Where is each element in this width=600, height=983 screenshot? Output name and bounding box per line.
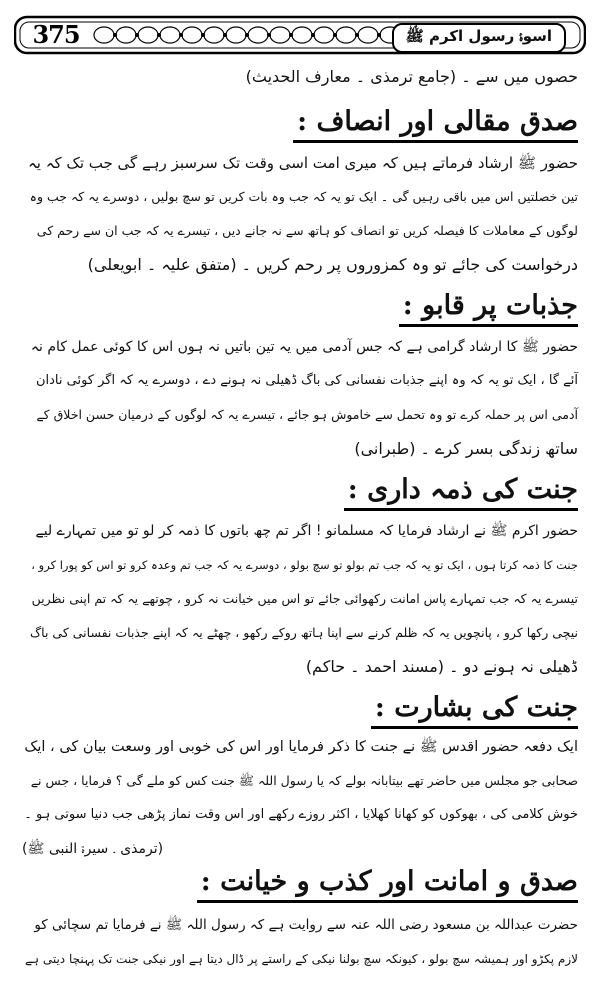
text-line: صحابی جو مجلس میں حاضر تھے بیتابانہ بولے کہ یا رسول اللہ ﷺ جنت کس کو ملے گی ؟ فرمایا ، جس نے [30,773,578,788]
text-line: ایک دفعہ حضور اقدس ﷺ نے جنت کا ذکر فرمایا اور اس کی خوبی اور وسعت بیان کی ، ایک [24,739,578,755]
text-line: حصوں میں سے ۔ (جامع ترمذی ۔ معارف الحدیث) [245,67,578,86]
text-line: تین خصلتیں اس میں باقی رہیں گی ۔ ایک تو یہ کہ جب وہ بات کریں تو سچ بولیں ، دوسرے یہ کہ جب وہ [29,189,578,204]
section-heading-zimmedari: جنت کی ذمہ داری : [344,472,578,511]
intro-text [22,60,578,94]
section-heading-basharat: جنت کی بشارت : [371,690,578,729]
section-body-jazbat [22,330,578,466]
reference-line: (ترمذی ۔ سیرۃ النبی ﷺ) [22,841,164,857]
text-line: درخواست کی جائے تو وہ کمزوروں پر رحم کریں ۔ (متفق علیہ ۔ ابویعلی) [87,255,578,274]
text-line: آدمی اس پر حملہ کرے تو وہ تحمل سے خاموش ہو جائے ، تیسرے یہ کہ لوگوں کے درمیان حسن اخلاق کے [36,407,578,422]
text-line: لازم پکڑو اور ہمیشہ سچ بولو ، کیونکہ سچ بولنا نیکی کے راستے پر ڈال دیتا ہے اور نیکی جنت تک پہنچا دیتی ہے [24,952,578,966]
section-heading-sidq: صدق مقالی اور انصاف : [293,104,578,143]
text-line: حضور ﷺ کا ارشاد گرامی ہے کہ جس آدمی میں یہ تین باتیں نہ ہوں اس کا کوئی عمل کام نہ [30,339,578,355]
text-line: آئے گا ، ایک تو یہ کہ وہ اپنے جذبات نفسانی کی باگ ڈھیلی نہ ہونے دے ، دوسرے یہ کہ اگر کوئی نادان [35,373,578,388]
text-line: ساتھ زندگی بسر کرے ۔ (طبرانی) [354,439,578,458]
text-line: خوش کلامی کی ، بھوکوں کو کھانا کھلایا ، اکثر روزے رکھے اور اس وقت نماز پڑھی جب دنیا سوتی ہو ۔ [24,807,578,822]
text-line: نیچی رکھا کرو ، پانچویں یہ کہ ظلم کرنے سے اپنا ہاتھ روکے رکھو ، چھٹے یہ کہ اپنے جذبات نفسانی کی باگ [29,625,578,640]
section-body-amanat [22,908,578,976]
text-line: حضرت عبداللہ بن مسعود رضی اللہ عنہ سے روایت ہے کہ رسول اللہ ﷺ نے فرمایا تم سچائی کو [34,917,578,933]
text-line: جنت کا ذمہ کرتا ہوں ، ایک تو یہ کہ جب تم بولو تو سچ بولو ، دوسرے یہ کہ جب تم وعدہ کرو تو اس کو پورا کرو ، [31,558,578,572]
text-line: ڈھیلی نہ ہونے دو ۔ (مسند احمد ۔ حاکم) [305,657,578,676]
section-body-basharat [22,730,578,866]
text-line: حضور ﷺ ارشاد فرماتے ہیں کہ میری امت اسی وقت تک سرسبز رہے گی جب تک کہ یہ [27,154,578,172]
section-body-zimmedari [22,514,578,684]
section-heading-amanat: صدق و امانت اور کذب و خیانت : [197,864,578,903]
text-line: حضور اکرم ﷺ نے ارشاد فرمایا کہ مسلمانو ! اگر تم چھ باتوں کا ذمہ کر لو تو میں تمہارے لیے [35,523,578,539]
section-body-sidq [22,146,578,282]
text-line: لوگوں کے معاملات کا فیصلہ کریں تو انصاف کو ہاتھ سے نہ جانے دیں ، تیسرے یہ کہ جب ان سے رحم کی [36,223,578,238]
book-title: اسوۂ رسول اکرم ﷺ [392,23,566,53]
section-heading-jazbat: جذبات پر قابو : [399,288,578,327]
text-line: تیسرے یہ کہ جب تمہارے پاس امانت رکھوائی جائے تو اس میں خیانت نہ کرو ، چوتھے یہ کہ تم اپنی نظریں [31,591,578,606]
page-header [14,14,586,56]
page-number: 375 [32,20,80,49]
